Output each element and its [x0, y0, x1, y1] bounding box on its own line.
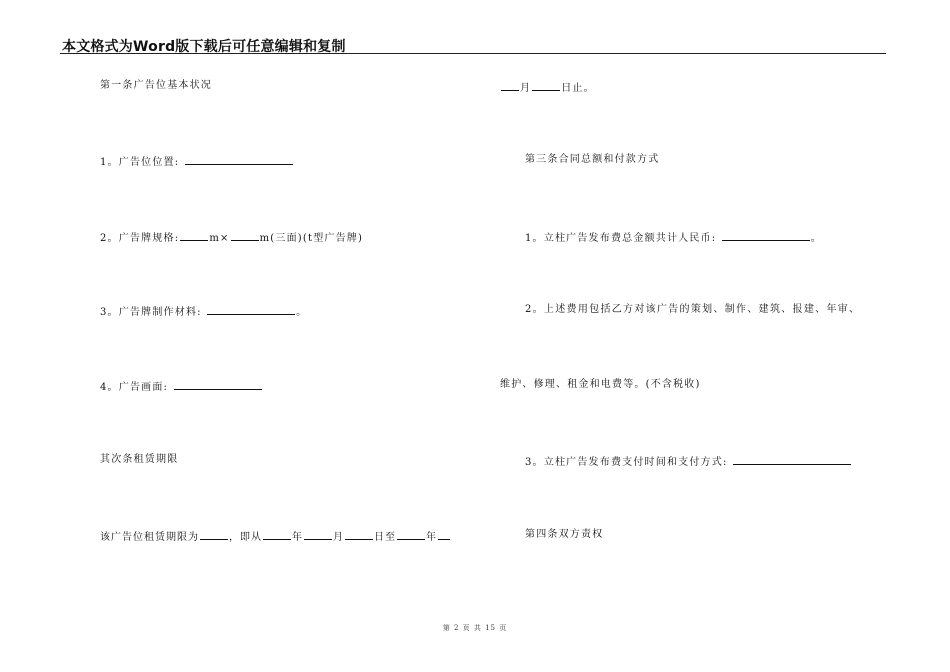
lease-year-text: 年	[292, 532, 303, 543]
item-3-label: 3。广告牌制作材料:	[100, 307, 202, 318]
lease-month-text: 月	[333, 532, 344, 543]
item-3-end: 。	[296, 307, 308, 318]
lease-day-to-text: 日至	[374, 532, 396, 543]
picture-blank	[174, 379, 262, 390]
cont-month-text: 月	[520, 83, 532, 94]
lease-start-text: 该广告位租赁期限为	[100, 532, 199, 543]
location-blank	[185, 154, 293, 165]
lease-comma-text: ，即从	[229, 532, 262, 543]
total-amount-end: 。	[810, 233, 822, 244]
lease-end-continuation	[500, 80, 595, 95]
start-day-blank	[345, 529, 373, 540]
fee-scope-line: 2。上述费用包括乙方对该广告的策划、制作、建筑、报建、年审、	[525, 304, 861, 315]
lease-year2-text: 年	[426, 532, 437, 543]
header-title: 本文格式为Word版下载后可任意编辑和复制	[62, 39, 346, 55]
total-amount-line	[525, 230, 822, 245]
material-blank	[207, 304, 295, 315]
total-amount-blank	[722, 230, 810, 241]
item-3-material	[100, 304, 307, 319]
start-year-blank	[263, 529, 291, 540]
total-amount-label: 1。立柱广告发布费总金额共计人民币:	[525, 233, 717, 244]
header-divider	[60, 53, 886, 54]
article-1-title: 第一条广告位基本状况	[100, 80, 212, 91]
item-4-label: 4。广告画面:	[100, 382, 169, 393]
item-2-size	[100, 230, 363, 245]
payment-method-line	[525, 454, 852, 469]
article-4-title: 第四条双方责权	[525, 529, 604, 540]
end-day-blank	[532, 80, 560, 91]
end-trailing-blank	[438, 529, 450, 540]
lease-period-line	[100, 529, 451, 544]
cont-day-end-text: 日止。	[561, 83, 595, 94]
fee-scope-continuation: 维护、修理、租金和电费等。(不含税收)	[500, 379, 701, 390]
payment-method-label: 3。立柱广告发布费支付时间和支付方式:	[525, 457, 728, 468]
payment-method-blank	[733, 454, 851, 465]
start-month-blank	[304, 529, 332, 540]
lease-duration-blank	[200, 529, 228, 540]
item-1-location	[100, 154, 294, 169]
item-1-label: 1。广告位位置:	[100, 157, 180, 168]
width-blank	[180, 230, 208, 241]
end-month-blank	[501, 80, 519, 91]
article-2-title: 其次条租赁期限	[100, 454, 179, 465]
article-3-title: 第三条合同总额和付款方式	[525, 154, 660, 165]
item-4-picture	[100, 379, 263, 394]
page-number: 第 2 页 共 15 页	[442, 624, 508, 632]
item-2-m2: m(三面)(t型广告牌)	[259, 233, 364, 244]
height-blank	[231, 230, 259, 241]
item-2-m1: m×	[209, 233, 230, 244]
end-year-blank	[397, 529, 425, 540]
item-2-label: 2。广告牌规格:	[100, 233, 180, 244]
